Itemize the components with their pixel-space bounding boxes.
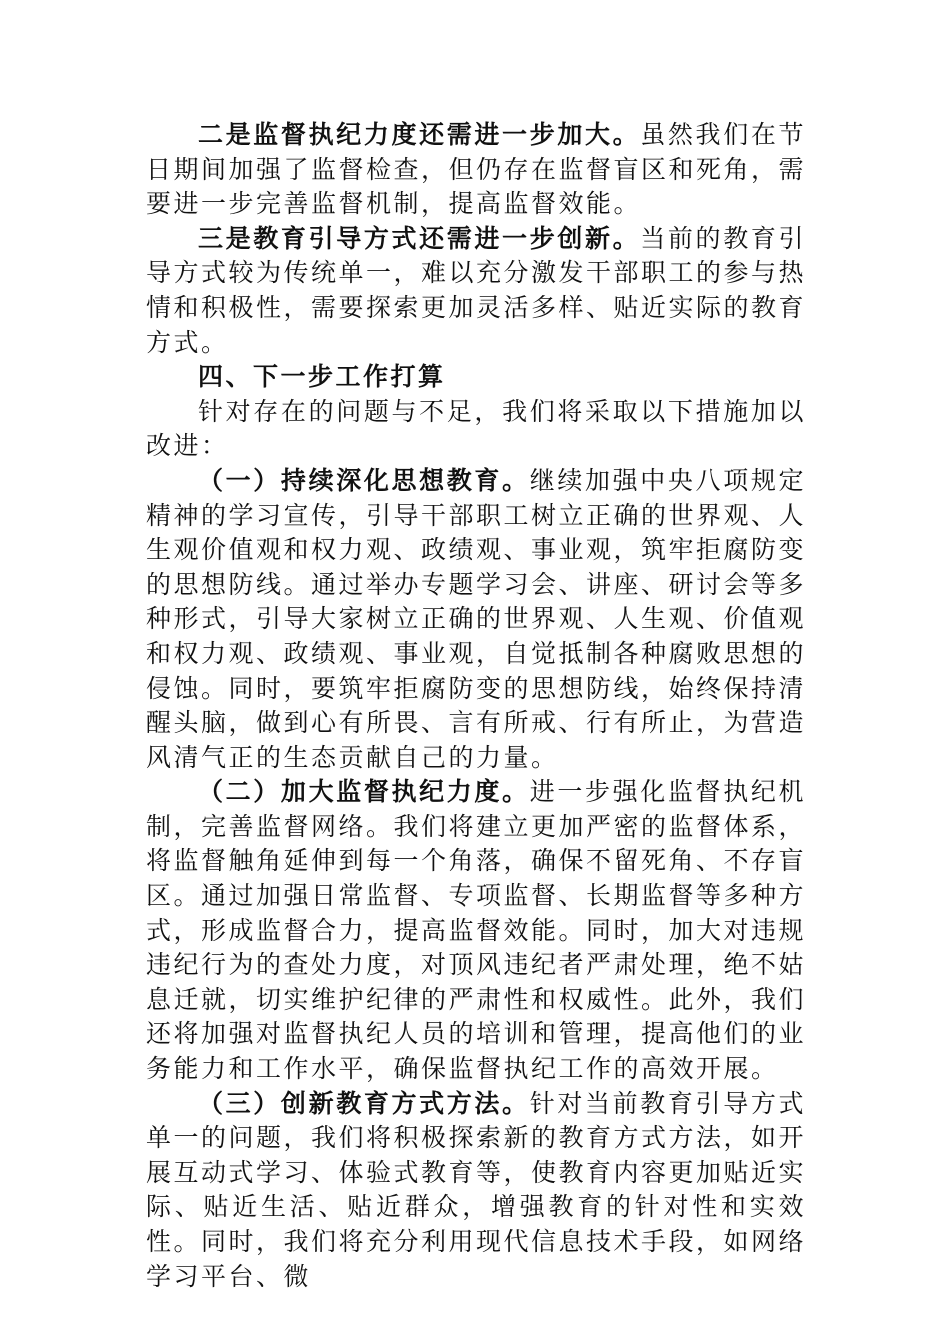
measure-three	[146, 1087, 806, 1295]
measure-text: 针对当前教育引导方式单一的问题，我们将积极探索新的教育方式方法，如开展互动式学习、体验式教育等，使教育内容更加贴近实际、贴近生活、贴近群众，增强教育的针对性和实效性。同时，我们将充分利用现代信息技术手段，如网络学习平台、微	[146, 1088, 807, 1291]
measure-lead: （一）持续深化思想教育。	[198, 465, 530, 495]
measure-one	[146, 464, 806, 775]
section-heading: 四、下一步工作打算	[198, 362, 446, 392]
measure-text: 继续加强中央八项规定精神的学习宣传，引导干部职工树立正确的世界观、人生观价值观和权力观、政绩观、事业观，筑牢拒腐防变的思想防线。通过举办专题学习会、讲座、研讨会等多种形式，引导大家树立正确的世界观、人生观、价值观和权力观、政绩观、事业观，自觉抵制各种腐败思想的侵蚀。同时，要筑牢拒腐防变的思想防线，始终保持清醒头脑，做到心有所畏、言有所戒、行有所止，为营造风清气正的生态贡献自己的力量。	[146, 465, 807, 772]
paragraph-lead: 二是监督执纪力度还需进一步加大。	[198, 120, 641, 149]
paragraph-text: 虽然我们在节日期间加强了监督检查，但仍存在监督盲区和死角，需要进一步完善监督机制，提高监督效能。	[146, 120, 807, 219]
paragraph-text: 当前的教育引导方式较为传统单一，难以充分激发干部职工的参与热情和积极性，需要探索更加灵活多样、贴近实际的教育方式。	[146, 223, 807, 357]
measure-two	[146, 775, 806, 1086]
measure-lead: （二）加大监督执纪力度。	[198, 777, 530, 807]
document-body	[146, 118, 806, 1294]
measure-lead: （三）创新教育方式方法。	[198, 1088, 530, 1118]
paragraph-supervision-issue	[146, 118, 806, 222]
intro-paragraph: 针对存在的问题与不足，我们将采取以下措施加以改进：	[146, 396, 806, 461]
paragraph-education-issue	[146, 222, 806, 360]
measure-text: 进一步强化监督执纪机制，完善监督网络。我们将建立更加严密的监督体系，将监督触角延伸到每一个角落，确保不留死角、不存盲区。通过加强日常监督、专项监督、长期监督等多种方式，形成监督合力，提高监督效能。同时，加大对违规违纪行为的查处力度，对顶风违纪者严肃处理，绝不姑息迁就，切实维护纪律的严肃性和权威性。此外，我们还将加强对监督执纪人员的培训和管理，提高他们的业务能力和工作水平，确保监督执纪工作的高效开展。	[146, 777, 807, 1084]
paragraph-lead: 三是教育引导方式还需进一步创新。	[198, 223, 641, 253]
